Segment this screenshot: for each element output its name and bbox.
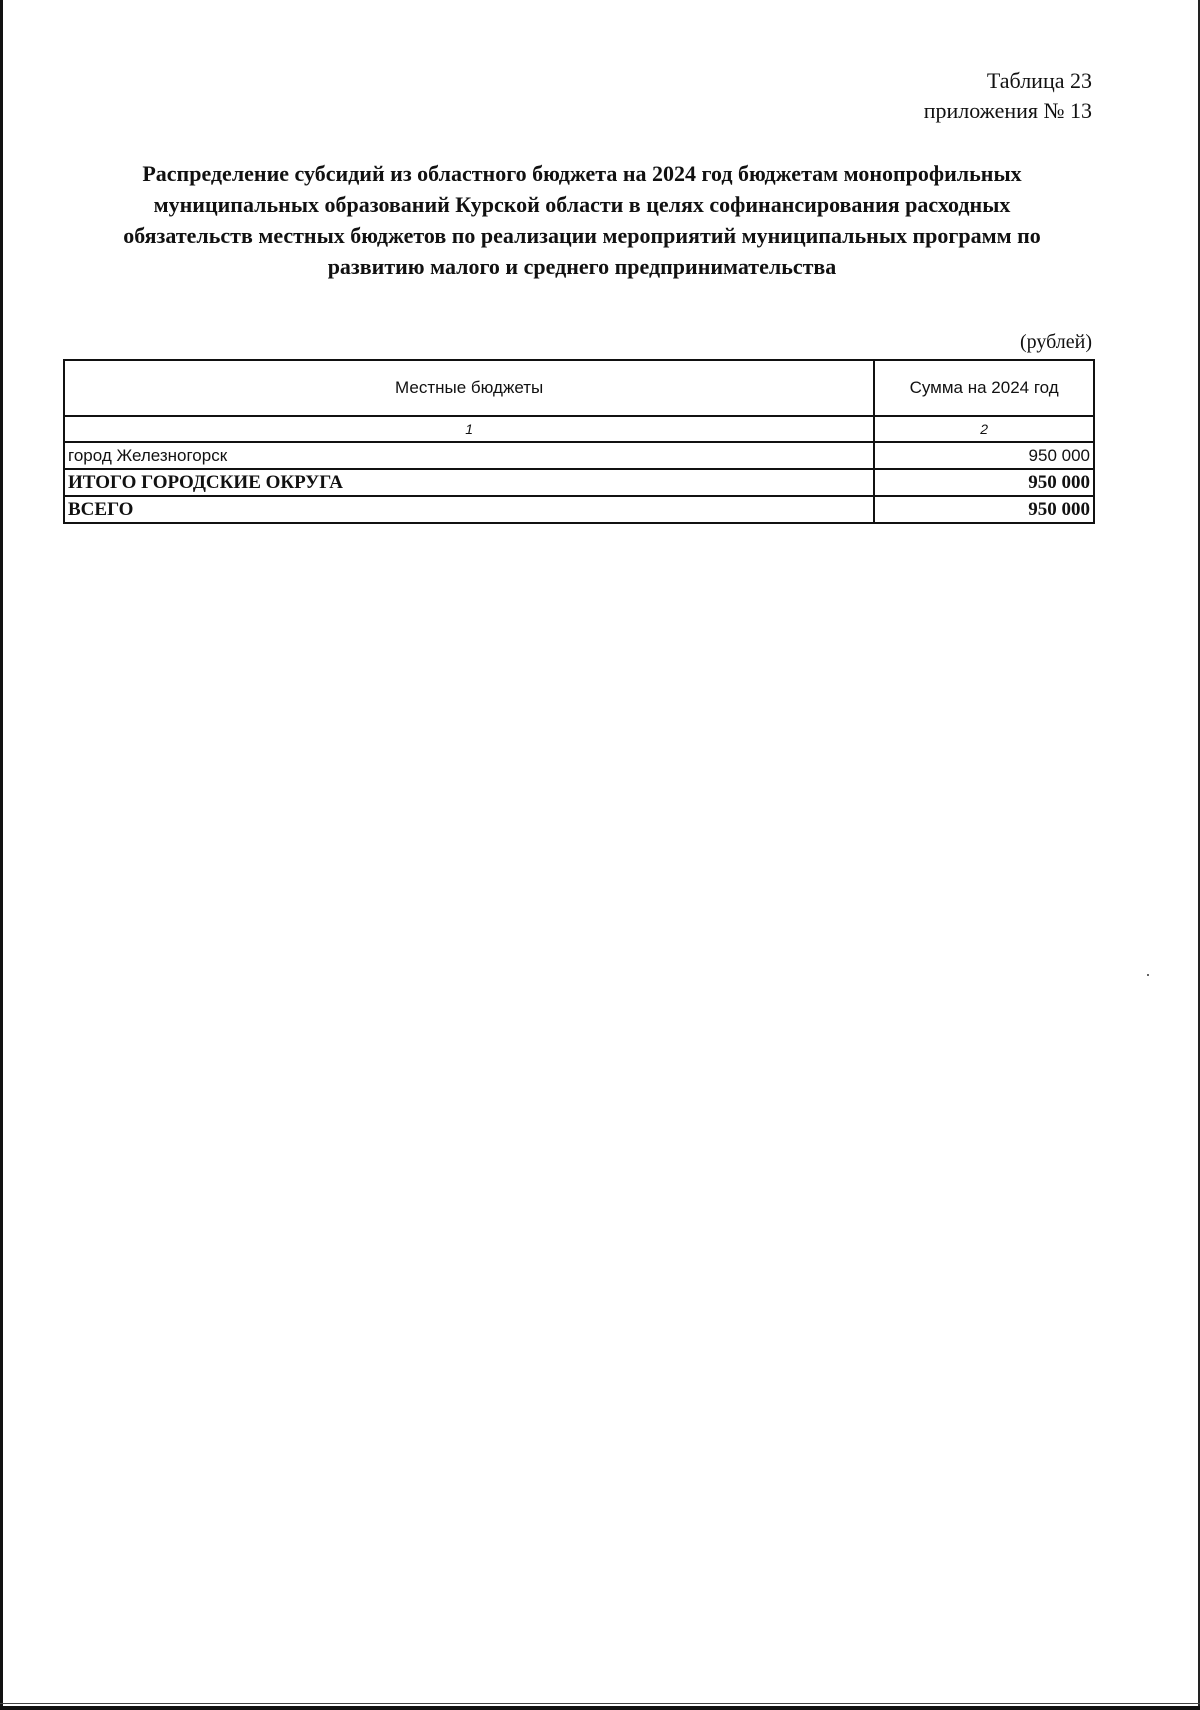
- budget-name-cell: город Железногорск: [64, 442, 874, 469]
- table-label: Таблица 23: [986, 68, 1092, 93]
- scan-speck: [1147, 974, 1149, 976]
- subtotal-row: [64, 469, 1094, 496]
- scan-edge-left: [0, 0, 3, 1710]
- document-title: [62, 158, 1102, 282]
- subtotal-label: ИТОГО ГОРОДСКИЕ ОКРУГА: [64, 469, 874, 496]
- total-row: [64, 496, 1094, 523]
- table-row: [64, 442, 1094, 469]
- title-line: развитию малого и среднего предпринимательства: [327, 254, 837, 279]
- units-label: (рублей): [1019, 331, 1092, 353]
- total-amount: 950 000: [874, 496, 1094, 523]
- title-line: Распределение субсидий из областного бюджета на 2024 год бюджетам монопрофильных: [142, 161, 1022, 186]
- column-number: 2: [874, 416, 1094, 442]
- scan-edge-bottom-line: [0, 1703, 1200, 1704]
- column-header-budgets: Местные бюджеты: [64, 360, 874, 416]
- budget-table: [63, 359, 1095, 524]
- appendix-label: приложения № 13: [923, 98, 1092, 123]
- title-line: муниципальных образований Курской области в целях софинансирования расходных: [153, 192, 1011, 217]
- amount-cell: 950 000: [874, 442, 1094, 469]
- title-line: обязательств местных бюджетов по реализации мероприятий муниципальных программ по: [123, 223, 1041, 248]
- column-number: 1: [64, 416, 874, 442]
- subtotal-amount: 950 000: [874, 469, 1094, 496]
- total-label: ВСЕГО: [64, 496, 874, 523]
- scan-edge-bottom: [0, 1706, 1200, 1710]
- column-number-row: [64, 416, 1094, 442]
- table-header-row: [64, 360, 1094, 416]
- column-header-amount: Сумма на 2024 год: [874, 360, 1094, 416]
- document-reference: [924, 66, 1092, 126]
